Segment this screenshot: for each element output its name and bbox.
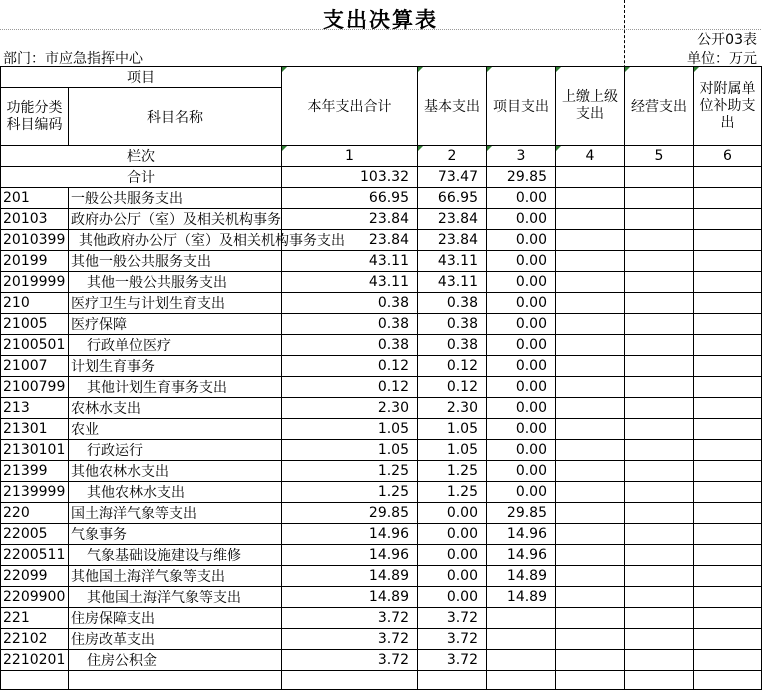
subsidy-cell[interactable]	[694, 272, 762, 293]
func-code-cell[interactable]: 21005	[1, 314, 69, 335]
subject-name-cell[interactable]: 其他农林水支出	[69, 482, 282, 503]
header-project[interactable]: 项目支出	[487, 67, 556, 146]
project-cell[interactable]: 0.00	[487, 461, 556, 482]
project-cell[interactable]: 0.00	[487, 188, 556, 209]
subsidy-cell[interactable]	[694, 608, 762, 629]
func-code-cell[interactable]: 22005	[1, 524, 69, 545]
table-row	[1, 314, 762, 335]
upper-cell[interactable]	[556, 419, 625, 440]
table-row	[1, 566, 762, 587]
subject-name-cell[interactable]: 农业	[69, 419, 282, 440]
total-cell[interactable]: 1.05	[282, 419, 418, 440]
business-cell[interactable]	[625, 251, 694, 272]
total-cell[interactable]: 43.11	[282, 272, 418, 293]
func-code-cell[interactable]: 213	[1, 398, 69, 419]
project-cell[interactable]: 14.96	[487, 545, 556, 566]
total-cell[interactable]: 14.89	[282, 587, 418, 608]
func-code-cell[interactable]: 2100799	[1, 377, 69, 398]
col-num-2[interactable]: 2	[418, 146, 487, 167]
func-code-cell[interactable]: 201	[1, 188, 69, 209]
subsidy-cell[interactable]	[694, 209, 762, 230]
upper-cell[interactable]	[556, 545, 625, 566]
func-code-cell[interactable]: 2209900	[1, 587, 69, 608]
subject-name-cell[interactable]: 行政运行	[69, 440, 282, 461]
col-num-1[interactable]: 1	[282, 146, 418, 167]
total-row	[1, 167, 762, 188]
total-cell[interactable]: 14.96	[282, 524, 418, 545]
table-row	[1, 440, 762, 461]
project-cell[interactable]: 0.00	[487, 335, 556, 356]
business-cell[interactable]	[625, 650, 694, 671]
table-row	[1, 209, 762, 230]
total-sum[interactable]: 103.32	[282, 167, 418, 188]
total-cell[interactable]: 3.72	[282, 650, 418, 671]
empty-cell[interactable]	[625, 671, 694, 690]
subject-name-cell[interactable]: 其他政府办公厅（室）及相关机构事务支出	[69, 230, 282, 251]
total-cell[interactable]: 14.96	[282, 545, 418, 566]
table-row	[1, 335, 762, 356]
upper-cell[interactable]	[556, 587, 625, 608]
empty-cell[interactable]	[418, 671, 487, 690]
func-code-cell[interactable]: 21399	[1, 461, 69, 482]
func-code-cell[interactable]: 210	[1, 293, 69, 314]
department-label: 部门：市应急指挥中心	[3, 51, 143, 67]
business-cell[interactable]	[625, 545, 694, 566]
total-cell[interactable]: 3.72	[282, 629, 418, 650]
basic-cell[interactable]: 23.84	[418, 209, 487, 230]
upper-cell[interactable]	[556, 188, 625, 209]
func-code-cell[interactable]: 2010399	[1, 230, 69, 251]
total-label[interactable]: 合计	[1, 167, 282, 188]
func-code-cell[interactable]: 2139999	[1, 482, 69, 503]
basic-cell[interactable]: 0.12	[418, 356, 487, 377]
business-cell[interactable]	[625, 209, 694, 230]
total-cell[interactable]: 0.12	[282, 356, 418, 377]
func-code-cell[interactable]: 220	[1, 503, 69, 524]
subsidy-cell[interactable]	[694, 650, 762, 671]
upper-cell[interactable]	[556, 629, 625, 650]
business-cell[interactable]	[625, 188, 694, 209]
project-cell[interactable]: 0.00	[487, 251, 556, 272]
upper-cell[interactable]	[556, 461, 625, 482]
subsidy-cell[interactable]	[694, 440, 762, 461]
business-cell[interactable]	[625, 461, 694, 482]
basic-cell[interactable]: 0.12	[418, 377, 487, 398]
basic-cell[interactable]: 1.05	[418, 440, 487, 461]
empty-cell[interactable]	[694, 671, 762, 690]
table-row	[1, 293, 762, 314]
subsidy-cell[interactable]	[694, 293, 762, 314]
project-cell[interactable]	[487, 629, 556, 650]
func-code-cell[interactable]: 22099	[1, 566, 69, 587]
business-cell[interactable]	[625, 356, 694, 377]
upper-cell[interactable]	[556, 524, 625, 545]
func-code-cell[interactable]: 2100501	[1, 335, 69, 356]
business-cell[interactable]	[625, 335, 694, 356]
total-subsidy[interactable]	[694, 167, 762, 188]
total-basic[interactable]: 73.47	[418, 167, 487, 188]
basic-cell[interactable]: 23.84	[418, 230, 487, 251]
total-cell[interactable]: 23.84	[282, 230, 418, 251]
func-code-cell[interactable]: 221	[1, 608, 69, 629]
business-cell[interactable]	[625, 587, 694, 608]
table-row	[1, 545, 762, 566]
subject-name-cell[interactable]: 计划生育事务	[69, 356, 282, 377]
project-cell[interactable]: 0.00	[487, 293, 556, 314]
subsidy-cell[interactable]	[694, 503, 762, 524]
total-cell[interactable]: 1.05	[282, 440, 418, 461]
project-cell[interactable]: 0.00	[487, 356, 556, 377]
total-project[interactable]: 29.85	[487, 167, 556, 188]
empty-cell[interactable]	[69, 671, 282, 690]
table-row	[1, 377, 762, 398]
header-func-code: 功能分类科目编码	[1, 88, 69, 146]
subject-name-cell[interactable]: 住房保障支出	[69, 608, 282, 629]
col-num-4[interactable]: 4	[556, 146, 625, 167]
subsidy-cell[interactable]	[694, 314, 762, 335]
total-cell[interactable]: 43.11	[282, 251, 418, 272]
table-row	[1, 629, 762, 650]
subject-name-cell[interactable]: 一般公共服务支出	[69, 188, 282, 209]
business-cell[interactable]	[625, 230, 694, 251]
func-code-cell[interactable]: 2200511	[1, 545, 69, 566]
total-cell[interactable]: 66.95	[282, 188, 418, 209]
subject-name-cell[interactable]: 其他国土海洋气象等支出	[69, 566, 282, 587]
table-row	[1, 356, 762, 377]
upper-cell[interactable]	[556, 377, 625, 398]
subject-name-cell[interactable]: 气象基础设施建设与维修	[69, 545, 282, 566]
upper-cell[interactable]	[556, 335, 625, 356]
project-cell[interactable]	[487, 650, 556, 671]
total-cell[interactable]: 0.38	[282, 335, 418, 356]
subsidy-cell[interactable]	[694, 545, 762, 566]
subject-name-cell[interactable]: 医疗保障	[69, 314, 282, 335]
empty-cell[interactable]	[556, 671, 625, 690]
subject-name-cell[interactable]: 其他国土海洋气象等支出	[69, 587, 282, 608]
project-cell[interactable]: 0.00	[487, 482, 556, 503]
page-title: 支出决算表	[323, 8, 438, 32]
func-code-cell[interactable]: 2210201	[1, 650, 69, 671]
upper-cell[interactable]	[556, 293, 625, 314]
subsidy-cell[interactable]	[694, 398, 762, 419]
subject-name-cell[interactable]: 国土海洋气象等支出	[69, 503, 282, 524]
table-row	[1, 230, 762, 251]
table-row	[1, 650, 762, 671]
subsidy-cell[interactable]	[694, 482, 762, 503]
empty-cell[interactable]	[487, 671, 556, 690]
table-row	[1, 671, 762, 690]
business-cell[interactable]	[625, 566, 694, 587]
subsidy-cell[interactable]	[694, 251, 762, 272]
total-cell[interactable]: 23.84	[282, 209, 418, 230]
subject-name-cell[interactable]: 其他计划生育事务支出	[69, 377, 282, 398]
header-basic[interactable]: 基本支出	[418, 67, 487, 146]
subject-name-cell[interactable]: 气象事务	[69, 524, 282, 545]
empty-cell[interactable]	[1, 671, 69, 690]
header-business[interactable]: 经营支出	[625, 67, 694, 146]
project-cell[interactable]: 0.00	[487, 209, 556, 230]
subsidy-cell[interactable]	[694, 629, 762, 650]
table-row	[1, 503, 762, 524]
project-cell[interactable]: 14.89	[487, 566, 556, 587]
subject-name-cell[interactable]: 行政单位医疗	[69, 335, 282, 356]
basic-cell[interactable]: 2.30	[418, 398, 487, 419]
table-row	[1, 419, 762, 440]
basic-cell[interactable]: 1.25	[418, 461, 487, 482]
upper-cell[interactable]	[556, 482, 625, 503]
basic-cell[interactable]: 3.72	[418, 629, 487, 650]
header-subject-name: 科目名称	[69, 88, 282, 146]
table-row	[1, 482, 762, 503]
basic-cell[interactable]: 0.38	[418, 335, 487, 356]
subsidy-cell[interactable]	[694, 356, 762, 377]
business-cell[interactable]	[625, 482, 694, 503]
page-break-line	[624, 0, 625, 635]
header-upper[interactable]: 上缴上级支出	[556, 67, 625, 146]
func-code-cell[interactable]: 21301	[1, 419, 69, 440]
func-code-cell[interactable]: 2130101	[1, 440, 69, 461]
subject-name-cell[interactable]: 住房公积金	[69, 650, 282, 671]
project-cell[interactable]: 14.89	[487, 587, 556, 608]
table-row	[1, 461, 762, 482]
subject-name-cell[interactable]: 医疗卫生与计划生育支出	[69, 293, 282, 314]
row-number-label: 栏次	[1, 146, 282, 167]
table-row	[1, 251, 762, 272]
func-code-cell[interactable]: 21007	[1, 356, 69, 377]
expenditure-table	[0, 66, 762, 690]
business-cell[interactable]	[625, 608, 694, 629]
basic-cell[interactable]: 3.72	[418, 608, 487, 629]
project-cell[interactable]: 0.00	[487, 398, 556, 419]
business-cell[interactable]	[625, 398, 694, 419]
func-code-cell[interactable]: 20103	[1, 209, 69, 230]
subsidy-cell[interactable]	[694, 188, 762, 209]
subject-name-cell[interactable]: 农林水支出	[69, 398, 282, 419]
table-row	[1, 608, 762, 629]
basic-cell[interactable]: 43.11	[418, 272, 487, 293]
subsidy-cell[interactable]	[694, 230, 762, 251]
upper-cell[interactable]	[556, 314, 625, 335]
basic-cell[interactable]: 0.38	[418, 293, 487, 314]
subject-name-cell[interactable]: 政府办公厅（室）及相关机构事务	[69, 209, 282, 230]
basic-cell[interactable]: 0.00	[418, 545, 487, 566]
business-cell[interactable]	[625, 293, 694, 314]
upper-cell[interactable]	[556, 209, 625, 230]
table-row	[1, 272, 762, 293]
business-cell[interactable]	[625, 314, 694, 335]
total-cell[interactable]: 3.72	[282, 608, 418, 629]
upper-cell[interactable]	[556, 608, 625, 629]
basic-cell[interactable]: 0.00	[418, 566, 487, 587]
basic-cell[interactable]: 0.38	[418, 314, 487, 335]
total-business[interactable]	[625, 167, 694, 188]
project-cell[interactable]	[487, 608, 556, 629]
subsidy-cell[interactable]	[694, 377, 762, 398]
project-cell[interactable]: 0.00	[487, 377, 556, 398]
business-cell[interactable]	[625, 419, 694, 440]
total-cell[interactable]: 1.25	[282, 482, 418, 503]
table-row	[1, 524, 762, 545]
business-cell[interactable]	[625, 440, 694, 461]
header-total[interactable]: 本年支出合计	[282, 67, 418, 146]
business-cell[interactable]	[625, 629, 694, 650]
project-cell[interactable]: 0.00	[487, 314, 556, 335]
total-upper[interactable]	[556, 167, 625, 188]
upper-cell[interactable]	[556, 650, 625, 671]
project-cell[interactable]: 0.00	[487, 230, 556, 251]
subsidy-cell[interactable]	[694, 419, 762, 440]
upper-cell[interactable]	[556, 230, 625, 251]
header-item: 项目	[1, 67, 282, 88]
basic-cell[interactable]: 0.00	[418, 503, 487, 524]
upper-cell[interactable]	[556, 356, 625, 377]
business-cell[interactable]	[625, 377, 694, 398]
empty-cell[interactable]	[282, 671, 418, 690]
total-cell[interactable]: 1.25	[282, 461, 418, 482]
subsidy-cell[interactable]	[694, 461, 762, 482]
subsidy-cell[interactable]	[694, 335, 762, 356]
func-code-cell[interactable]: 22102	[1, 629, 69, 650]
table-row	[1, 587, 762, 608]
basic-cell[interactable]: 1.25	[418, 482, 487, 503]
subject-name-cell[interactable]: 其他农林水支出	[69, 461, 282, 482]
upper-cell[interactable]	[556, 272, 625, 293]
table-row	[1, 398, 762, 419]
project-cell[interactable]: 0.00	[487, 272, 556, 293]
total-cell[interactable]: 14.89	[282, 566, 418, 587]
subsidy-cell[interactable]	[694, 524, 762, 545]
upper-cell[interactable]	[556, 503, 625, 524]
basic-cell[interactable]: 66.95	[418, 188, 487, 209]
basic-cell[interactable]: 3.72	[418, 650, 487, 671]
col-num-5[interactable]: 5	[625, 146, 694, 167]
subject-name-cell[interactable]: 其他一般公共服务支出	[69, 251, 282, 272]
total-cell[interactable]: 29.85	[282, 503, 418, 524]
project-cell[interactable]: 14.96	[487, 524, 556, 545]
business-cell[interactable]	[625, 503, 694, 524]
total-cell[interactable]: 0.38	[282, 293, 418, 314]
table-row	[1, 188, 762, 209]
subject-name-cell[interactable]: 住房改革支出	[69, 629, 282, 650]
total-cell[interactable]: 0.12	[282, 377, 418, 398]
func-code-cell[interactable]: 20199	[1, 251, 69, 272]
basic-cell[interactable]: 1.05	[418, 419, 487, 440]
upper-cell[interactable]	[556, 566, 625, 587]
form-number: 公开03表	[697, 32, 757, 48]
total-cell[interactable]: 2.30	[282, 398, 418, 419]
project-cell[interactable]: 0.00	[487, 419, 556, 440]
unit-label: 单位：万元	[687, 51, 757, 67]
upper-cell[interactable]	[556, 440, 625, 461]
col-num-3[interactable]: 3	[487, 146, 556, 167]
col-num-6[interactable]: 6	[694, 146, 762, 167]
total-cell[interactable]: 0.38	[282, 314, 418, 335]
project-cell[interactable]: 0.00	[487, 440, 556, 461]
basic-cell[interactable]: 43.11	[418, 251, 487, 272]
upper-cell[interactable]	[556, 398, 625, 419]
upper-cell[interactable]	[556, 251, 625, 272]
subsidy-cell[interactable]	[694, 566, 762, 587]
business-cell[interactable]	[625, 272, 694, 293]
project-cell[interactable]: 29.85	[487, 503, 556, 524]
func-code-cell[interactable]: 2019999	[1, 272, 69, 293]
basic-cell[interactable]: 0.00	[418, 524, 487, 545]
basic-cell[interactable]: 0.00	[418, 587, 487, 608]
business-cell[interactable]	[625, 524, 694, 545]
header-subsidy[interactable]: 对附属单位补助支出	[694, 67, 762, 146]
subject-name-cell[interactable]: 其他一般公共服务支出	[69, 272, 282, 293]
subsidy-cell[interactable]	[694, 587, 762, 608]
